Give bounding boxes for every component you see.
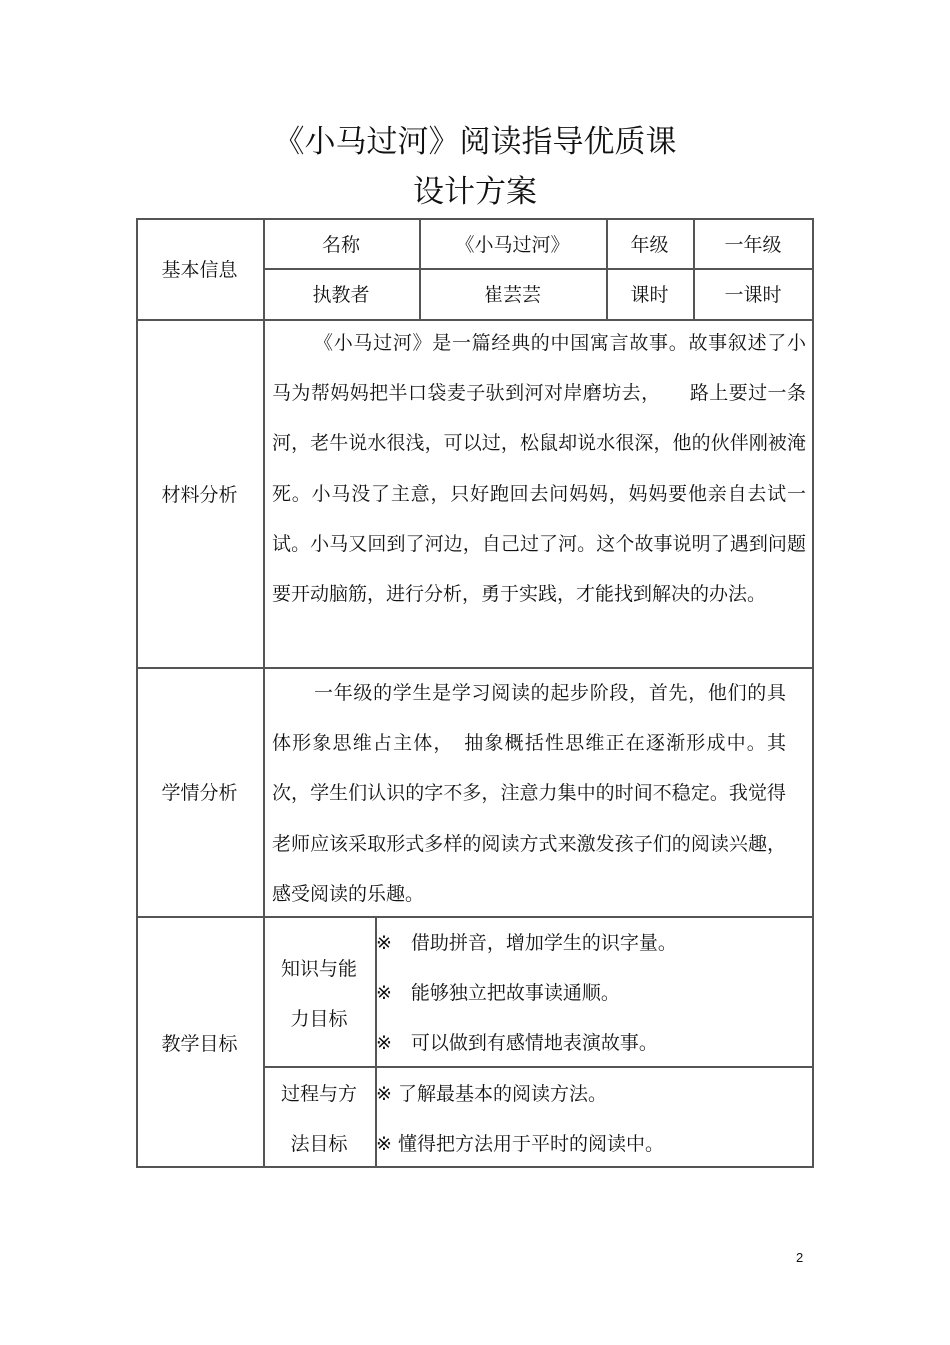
process-goal-item: ※ 懂得把方法用于平时的阅读中。 [376,1133,664,1155]
process-method-goal-label-line2: 法目标 [290,1133,348,1155]
document-title: 《小马过河》阅读指导优质课 [273,124,677,160]
knowledge-goal-item: ※ 能够独立把故事读通顺。 [376,982,620,1004]
teacher-label: 执教者 [312,284,370,306]
name-label: 名称 [321,233,360,256]
material-analysis-text: 《小马过河》是一篇经典的中国寓言故事。故事叙述了小马为帮妈妈把半口袋麦子驮到河对岸磨坊去， 路上要过一条河，老牛说水很浅，可以过，松鼠却说水很深，他的伙伴刚被淹死。小马没了主意，只好跑回去问妈妈，妈妈要他亲自去试一试。小马又回到了河边，自己过了河。这个故事说明了遇到问题要开动脑筋，进行分析，勇于实践，才能找到解决的办法。 [272,332,806,606]
knowledge-goal-item: ※ 借助拼音，增加学生的识字量。 [376,932,677,954]
period-value: 一课时 [724,284,782,306]
knowledge-goal-item: ※ 可以做到有感情地表演故事。 [376,1032,658,1054]
teaching-objectives-label: 教学目标 [161,1032,238,1055]
knowledge-goal-list [376,918,677,1068]
material-analysis-label: 材料分析 [161,483,238,506]
name-value: 《小马过河》 [455,233,570,256]
grade-value: 一年级 [724,233,782,256]
process-method-goal-label [263,1069,375,1169]
table-border-right [812,218,814,1168]
basic-info-label: 基本信息 [161,259,238,281]
process-goal-list [376,1069,664,1169]
knowledge-ability-goal-label [263,944,375,1044]
process-goal-item: ※ 了解最基本的阅读方法。 [376,1083,607,1105]
lesson-plan-table [136,218,814,1168]
process-method-goal-label-line1: 过程与方 [280,1083,357,1105]
knowledge-ability-goal-label-line2: 力目标 [290,1008,348,1030]
grade-label: 年级 [630,233,669,256]
knowledge-ability-goal-label-line1: 知识与能 [280,958,357,980]
learner-analysis-text: 一年级的学生是学习阅读的起步阶段，首先，他们的具体形象思维占主体， 抽象概括性思维正在逐渐形成中。其次，学生们认识的字不多，注意力集中的时间不稳定。我觉得老师应该采取形式多样的阅读方式来激发孩子们的阅读兴趣，感受阅读的乐趣。 [272,682,786,905]
period-label: 课时 [630,284,669,306]
teacher-value: 崔芸芸 [483,284,541,306]
page-number: 2 [796,1250,804,1265]
learner-analysis-label: 学情分析 [161,782,238,804]
document-subtitle: 设计方案 [413,174,537,210]
